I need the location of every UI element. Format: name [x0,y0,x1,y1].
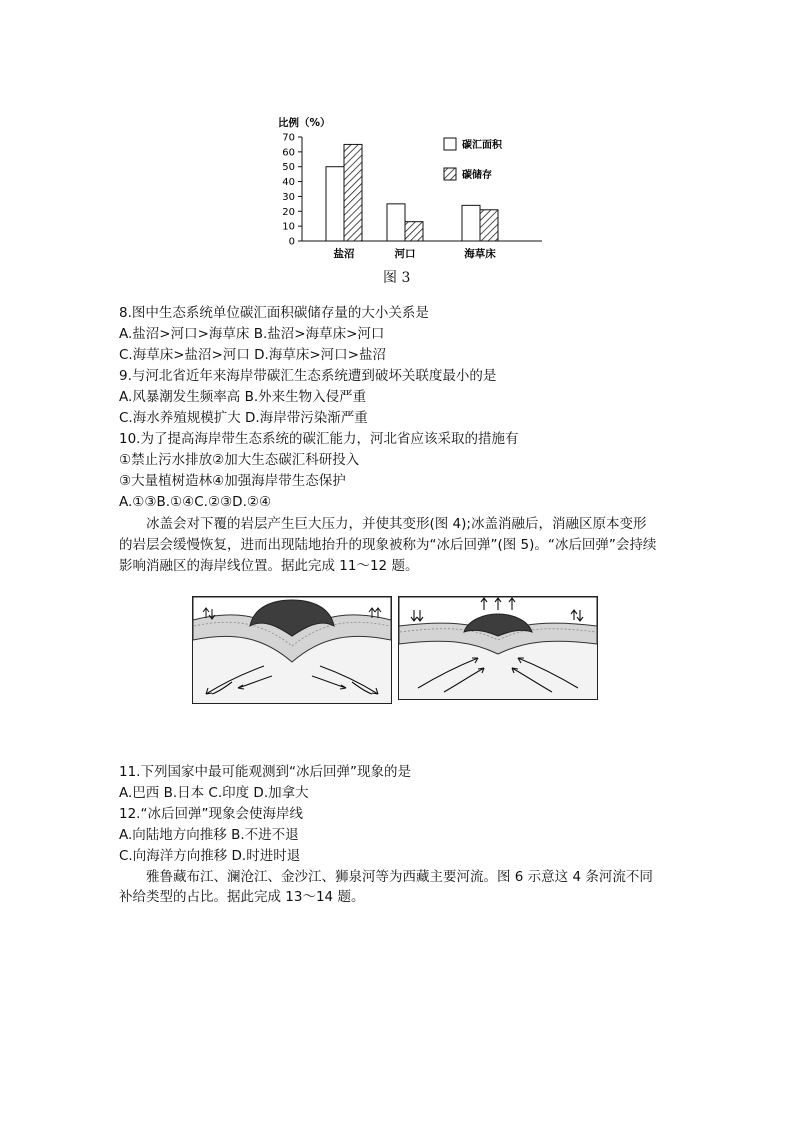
bar-area-0 [326,167,344,241]
category-label: 河口 [394,248,416,260]
passage-tibet-rivers: 雅鲁藏布江、澜沧江、金沙江、狮泉河等为西藏主要河流。图 6 示意这 4 条河流不同补给类型的占比。据此完成 13～14 题。 [119,869,653,905]
fig4-diagram [192,596,392,704]
q10-options: A.①③B.①④C.②③D.②④ [119,494,272,510]
q8-options-1: A.盐沼>河口>海草床 B.盐沼>海草床>河口 [119,326,385,342]
q10-items-2: ③大量植树造林④加强海岸带生态保护 [119,473,346,489]
category-label: 海草床 [464,248,496,260]
y-axis-label: 比例（%） [278,117,331,129]
q12-options-1: A.向陆地方向推移 B.不进不退 [119,827,299,843]
q11-options: A.巴西 B.日本 C.印度 D.加拿大 [119,785,309,801]
q10-stem: 10.为了提高海岸带生态系统的碳汇能力，河北省应该采取的措施有 [119,431,519,447]
legend-label: 碳汇面积 [462,140,502,151]
bar-storage-0 [344,144,362,241]
carbon-bar-chart [272,110,552,288]
bar-storage-2 [480,210,498,241]
q12-options-2: C.向海洋方向推移 D.时进时退 [119,848,301,864]
y-tick-label: 20 [282,206,295,218]
q11-stem: 11.下列国家中最可能观测到“冰后回弹”现象的是 [119,764,411,780]
q9-stem: 9.与河北省近年来海岸带碳汇生态系统遭到破坏关联度最小的是 [119,368,497,384]
q12-stem: 12.“冰后回弹”现象会使海岸线 [119,806,303,822]
category-label: 盐沼 [333,248,355,260]
bar-area-2 [462,205,480,241]
y-tick-label: 70 [282,132,295,144]
legend-swatch [444,138,456,150]
legend-swatch [444,168,456,180]
y-tick-label: 10 [282,221,295,233]
q8-stem: 8.图中生态系统单位碳汇面积碳储存量的大小关系是 [119,305,429,321]
q9-options-1: A.风暴潮发生频率高 B.外来生物入侵严重 [119,389,367,405]
q10-items-1: ①禁止污水排放②加大生态碳汇科研投入 [119,452,360,468]
legend-label: 碳储存 [462,170,492,181]
y-tick-label: 50 [282,162,295,174]
q9-options-2: C.海水养殖规模扩大 D.海岸带污染渐严重 [119,410,368,426]
fig5-diagram [398,596,598,700]
y-tick-label: 40 [282,177,295,189]
y-tick-label: 0 [288,236,295,248]
y-tick-label: 30 [282,191,295,203]
q8-options-2: C.海草床>盐沼>河口 D.海草床>河口>盐沼 [119,347,386,363]
y-tick-label: 60 [282,147,295,159]
bar-area-1 [387,204,405,241]
passage-ice-rebound: 冰盖会对下覆的岩层产生巨大压力，并使其变形(图 4);冰盖消融后，消融区原本变形的岩层会缓慢恢复，进而出现陆地抬升的现象被称为“冰后回弹”(图 5)。“冰后回弹”会持续影响消融区的海岸线位置。据此完成 11～12 题。 [119,516,657,574]
bar-storage-1 [405,222,423,241]
fig3-caption: 图 3 [383,270,411,286]
